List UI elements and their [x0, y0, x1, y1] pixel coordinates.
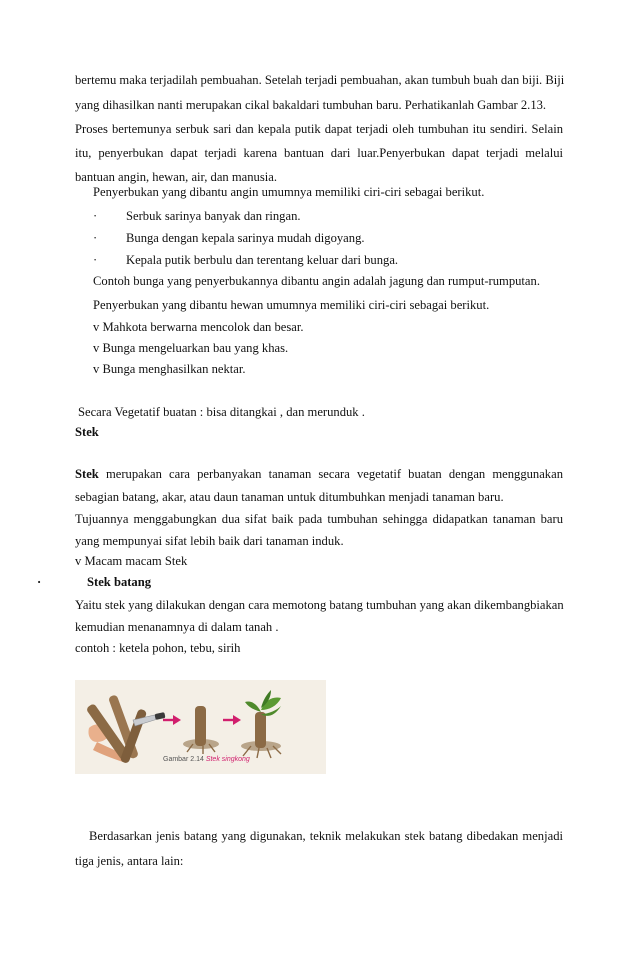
planted-cutting-illustration — [183, 706, 219, 754]
stek-heading-text: Stek — [75, 425, 99, 439]
stek-batang-line-1: Yaitu stek yang dilakukan dengan cara memotong batang tumbuhan yang akan dikembangbiakan — [75, 598, 564, 612]
sprouting-plant-illustration — [241, 690, 281, 758]
figure-caption — [163, 756, 250, 763]
wind-intro: Penyerbukan yang dibantu angin umumnya memiliki ciri-ciri sebagai berikut. — [93, 185, 485, 199]
stek-batang-line-2: kemudian menanamnya di dalam tanah . — [75, 620, 279, 634]
paragraph-1-line-4: itu, penyerbukan dapat terjadi karena bantuan dari luar.Penyerbukan dapat terjadi melalui — [75, 146, 563, 160]
stek-batang-heading — [87, 574, 575, 590]
paragraph-1-line-2: yang dihasilkan nanti merupakan cikal bakaldari tumbuhan baru. Perhatikanlah Gambar 2.13. — [75, 98, 547, 112]
stek-para-line-1 — [75, 466, 563, 482]
bullet-dot: · — [93, 231, 98, 245]
arrow-right-icon — [223, 715, 241, 725]
figure-caption-text: Stek singkong — [205, 756, 250, 763]
stek-batang-example: contoh : ketela pohon, tebu, sirih — [75, 641, 241, 655]
figure-caption-label: Gambar 2.14 — [163, 756, 204, 763]
paragraph-1-line-5: bantuan angin, hewan, air, dan manusia. — [75, 170, 277, 184]
vegetatif-line: Secara Vegetatif buatan : bisa ditangkai , dan merunduk . — [78, 405, 365, 419]
stek-bold-word: Stek — [75, 467, 99, 481]
bullet-dot: · — [93, 209, 98, 223]
hand-cutting-illustration — [86, 694, 166, 764]
stek-para-line-2: sebagian batang, akar, atau daun tanaman untuk ditumbuhkan menjadi tanaman baru. — [75, 490, 504, 504]
closing-line-1: Berdasarkan jenis batang yang digunakan, teknik melakukan stek batang dibedakan menjadi — [89, 829, 563, 843]
arrow-right-icon — [163, 715, 181, 725]
animal-item-3: v Bunga menghasilkan nektar. — [93, 362, 246, 376]
bullet-dot: · — [37, 575, 42, 589]
paragraph-1-line-3: Proses bertemunya serbuk sari dan kepala putik dapat terjadi oleh tumbuhan itu sendiri. Selain — [75, 122, 563, 136]
stek-para-line-3: Tujuannya menggabungkan dua sifat baik pada tumbuhan sehingga didapatkan tanaman baru — [75, 512, 563, 526]
wind-item-3: Kepala putik berbulu dan terentang keluar dari bunga. — [126, 253, 399, 267]
macam-stek: v Macam macam Stek — [75, 554, 188, 568]
wind-item-1: Serbuk sarinya banyak dan ringan. — [126, 209, 301, 223]
animal-intro: Penyerbukan yang dibantu hewan umumnya memiliki ciri-ciri sebagai berikut. — [93, 298, 490, 312]
stek-batang-heading-text: Stek batang — [87, 575, 152, 589]
closing-line-2: tiga jenis, antara lain: — [75, 854, 184, 868]
paragraph-1-line-1: bertemu maka terjadilah pembuahan. Setelah terjadi pembuahan, akan tumbuh buah dan biji. Biji — [75, 73, 565, 87]
stek-heading — [75, 424, 563, 440]
stek-singkong-figure — [75, 680, 326, 774]
bullet-dot: · — [93, 253, 98, 267]
stek-para-line-4: yang mempunyai sifat lebih baik dari tanaman induk. — [75, 534, 344, 548]
stek-para-line-1-rest: merupakan cara perbanyakan tanaman secara vegetatif buatan dengan menggunakan — [105, 467, 563, 481]
wind-item-2: Bunga dengan kepala sarinya mudah digoyang. — [126, 231, 365, 245]
wind-example: Contoh bunga yang penyerbukannya dibantu angin adalah jagung dan rumput-rumputan. — [93, 274, 540, 288]
animal-item-1: v Mahkota berwarna mencolok dan besar. — [93, 320, 304, 334]
animal-item-2: v Bunga mengeluarkan bau yang khas. — [93, 341, 289, 355]
